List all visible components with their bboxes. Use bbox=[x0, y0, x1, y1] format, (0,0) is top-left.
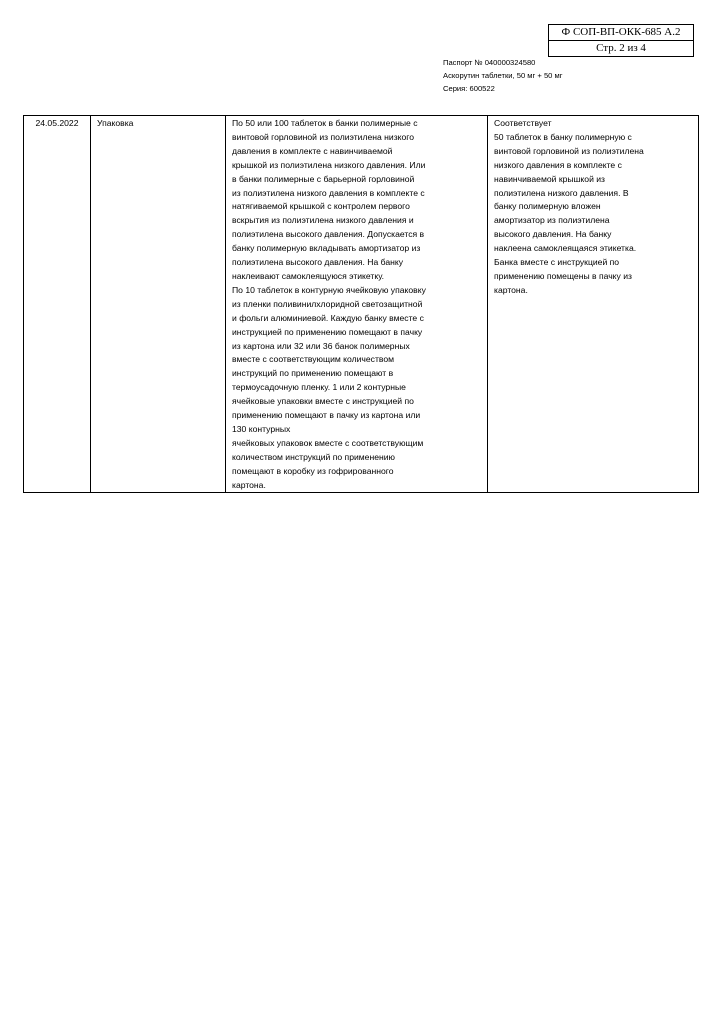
page-number: Стр. 2 из 4 bbox=[596, 42, 646, 54]
result-line: низкого давления в комплекте с bbox=[494, 159, 622, 170]
form-code: Ф СОП-ВП-ОКК-685 А.2 bbox=[549, 25, 693, 41]
product-name: Аскорутин таблетки, 50 мг + 50 мг bbox=[443, 71, 563, 80]
requirement-line: картона. bbox=[232, 479, 266, 490]
requirement-line: и фольги алюминиевой. Каждую банку вместе с bbox=[232, 312, 424, 323]
requirement-line: термоусадочную пленку. 1 или 2 контурные bbox=[232, 382, 406, 393]
requirement-line: давления в комплекте с навинчиваемой bbox=[232, 145, 393, 156]
requirement-line: По 50 или 100 таблеток в банки полимерные с bbox=[232, 118, 418, 128]
requirement-line: натягиваемой крышкой с контролем первого bbox=[232, 201, 410, 212]
result-cell bbox=[488, 116, 699, 493]
requirement-line: из пленки поливинилхлоридной светозащитной bbox=[232, 298, 423, 309]
requirement-line: вскрытия из полиэтилена низкого давления и bbox=[232, 215, 414, 226]
requirement-line: вместе с соответствующим количеством bbox=[232, 354, 395, 365]
result-line: наклеена самоклеящаяся этикетка. bbox=[494, 243, 637, 254]
form-code-box bbox=[548, 24, 694, 57]
requirement-line: 130 контурных bbox=[232, 423, 291, 434]
passport-number: Паспорт № 040000324580 bbox=[443, 58, 536, 67]
requirement-line: из картона или 32 или 36 банок полимерных bbox=[232, 340, 410, 351]
requirement-line: ячейковых упаковок вместе с соответствующим bbox=[232, 437, 424, 448]
requirement-line: винтовой горловиной из полиэтилена низкого bbox=[232, 131, 415, 142]
table-row bbox=[24, 116, 699, 493]
requirement-line: помещают в коробку из гофрированного bbox=[232, 465, 394, 476]
test-results-table bbox=[23, 115, 699, 493]
result-line: применению помещены в пачку из bbox=[494, 270, 632, 281]
result-line: высокого давления. На банку bbox=[494, 229, 612, 240]
result-line: амортизатор из полиэтилена bbox=[494, 215, 610, 226]
requirement-line: инструкций по применению помещают в bbox=[232, 368, 394, 379]
series-number: Серия: 600522 bbox=[443, 84, 495, 93]
requirement-line: По 10 таблеток в контурную ячейковую упаковку bbox=[232, 284, 426, 295]
requirement-line: из полиэтилена низкого давления в комплекте с bbox=[232, 187, 425, 198]
requirement-line: полиэтилена высокого давления. Допускается в bbox=[232, 229, 425, 240]
result-line: навинчиваемой крышкой из bbox=[494, 173, 605, 184]
requirement-line: полиэтилена высокого давления. На банку bbox=[232, 257, 404, 268]
date-cell: 24.05.2022 bbox=[24, 116, 91, 493]
requirement-line: инструкцией по применению помещают в пачку bbox=[232, 326, 423, 337]
result-line: банку полимерную вложен bbox=[494, 201, 601, 212]
result-line: полиэтилена низкого давления. В bbox=[494, 187, 629, 198]
requirement-line: применению помещают в пачку из картона или bbox=[232, 410, 421, 421]
result-line: винтовой горловиной из полиэтилена bbox=[494, 145, 644, 156]
requirement-line: количеством инструкций по применению bbox=[232, 451, 395, 462]
document-meta bbox=[443, 56, 563, 95]
result-line: 50 таблеток в банку полимерную с bbox=[494, 131, 632, 142]
requirement-cell bbox=[226, 116, 488, 493]
requirement-line: крышкой из полиэтилена низкого давления. Или bbox=[232, 159, 426, 170]
requirement-line: ячейковые упаковки вместе с инструкцией по bbox=[232, 396, 414, 407]
requirement-line: в банки полимерные с барьерной горловиной bbox=[232, 173, 415, 184]
result-line: картона. bbox=[494, 284, 528, 295]
requirement-line: наклеивают самоклеящуюся этикетку. bbox=[232, 270, 385, 281]
result-line: Банка вместе с инструкцией по bbox=[494, 257, 620, 268]
result-line: Соответствует bbox=[494, 118, 552, 128]
requirement-line: банку полимерную вкладывать амортизатор из bbox=[232, 243, 421, 254]
parameter-cell: Упаковка bbox=[91, 116, 226, 493]
